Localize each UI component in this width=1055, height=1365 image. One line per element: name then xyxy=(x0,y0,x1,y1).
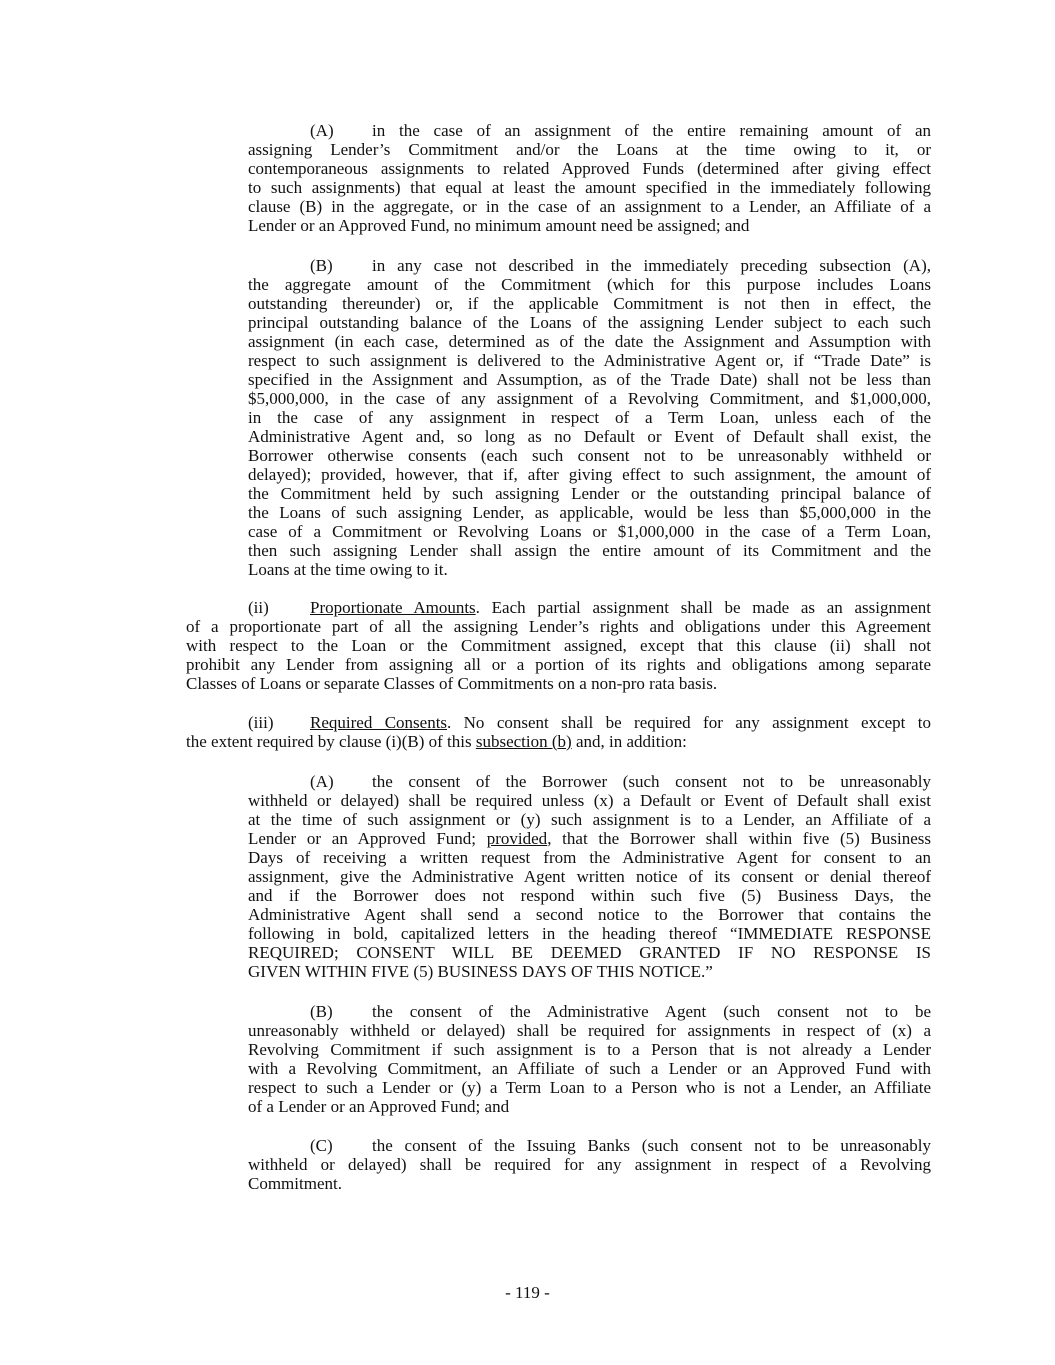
text-line xyxy=(248,962,931,981)
text-line xyxy=(248,294,931,313)
line-segment: the extent required by clause (i)(B) of this xyxy=(186,732,476,751)
text-line xyxy=(248,159,931,178)
text-line xyxy=(248,560,931,579)
text-line xyxy=(248,1021,931,1040)
text-line xyxy=(186,655,931,674)
text-line xyxy=(248,886,931,905)
text-line xyxy=(248,275,931,294)
text-line xyxy=(186,674,931,693)
line-text: Days of receiving a written request from the Administrative Agent for consent to an xyxy=(248,848,931,867)
text-line xyxy=(186,636,931,655)
text-line xyxy=(248,332,931,351)
text-line xyxy=(248,484,931,503)
line-text: assignment (in each case, determined as of the date the Assignment and Assumption with xyxy=(248,332,931,351)
line-text: with respect to the Loan or the Commitment assigned, except that this clause (ii) shall not xyxy=(186,636,931,655)
text-line xyxy=(248,408,931,427)
line-text: of a proportionate part of all the assigning Lender’s rights and obligations under this Agreement xyxy=(186,617,931,636)
line-text: Borrower otherwise consents (each such consent not to be unreasonably withheld or xyxy=(248,446,931,465)
clause-label: (B) xyxy=(310,1002,333,1021)
line-text: Loans at the time owing to it. xyxy=(248,560,448,579)
line-text: the Commitment held by such assigning Lender or the outstanding principal balance of xyxy=(248,484,931,503)
text-line xyxy=(248,522,931,541)
underlined-term: provided xyxy=(486,829,548,848)
line-text: prohibit any Lender from assigning all or a portion of its rights and obligations among separate xyxy=(186,655,931,674)
text-line xyxy=(248,370,931,389)
line-text: Revolving Commitment if such assignment is to a Person that is not already a Lender xyxy=(248,1040,931,1059)
text-line xyxy=(248,905,931,924)
clause-label: (iii) xyxy=(248,713,274,732)
text-line xyxy=(248,1174,931,1193)
line-segment: . Each partial assignment shall be made as an assignment xyxy=(475,598,931,617)
clause-paragraph xyxy=(248,256,931,579)
line-text: specified in the Assignment and Assumption, as of the Trade Date) shall not be less than xyxy=(248,370,931,389)
line-text: respect to such a Lender or (y) a Term Loan to a Person who is not a Lender, an Affiliate xyxy=(248,1078,931,1097)
text-line xyxy=(248,178,931,197)
clause-label: (ii) xyxy=(248,598,269,617)
text-line xyxy=(248,140,931,159)
text-line xyxy=(248,1078,931,1097)
text-line xyxy=(248,427,931,446)
line-text: delayed); provided, however, that if, after giving effect to such assignment, the amount of xyxy=(248,465,931,484)
line-text: the consent of the Administrative Agent (such consent not to be xyxy=(372,1002,931,1021)
text-line xyxy=(248,829,931,848)
line-text: the consent of the Borrower (such consent not to be unreasonably xyxy=(372,772,931,791)
text-line xyxy=(248,1059,931,1078)
text-line xyxy=(248,503,931,522)
clause-paragraph xyxy=(248,1002,931,1116)
line-segment: . No consent shall be required for any assignment except to xyxy=(447,713,931,732)
line-segment: Lender or an Approved Fund; xyxy=(248,829,487,848)
clause-paragraph xyxy=(248,772,931,981)
line-text: Lender or an Approved Fund, no minimum amount need be assigned; and xyxy=(248,216,750,235)
line-text: principal outstanding balance of the Loans of the assigning Lender subject to each such xyxy=(248,313,931,332)
line-text: contemporaneous assignments to related Approved Funds (determined after giving effect xyxy=(248,159,931,178)
line-text: respect to such assignment is delivered to the Administrative Agent or, if “Trade Date” is xyxy=(248,351,931,370)
text-line xyxy=(248,867,931,886)
line-text: assignment, give the Administrative Agent written notice of its consent or denial thereof xyxy=(248,867,931,886)
text-line xyxy=(248,1155,931,1174)
clause-paragraph xyxy=(248,1136,931,1193)
line-text: withheld or delayed) shall be required unless (x) a Default or Event of Default shall exist xyxy=(248,791,931,810)
text-line xyxy=(248,446,931,465)
text-line xyxy=(186,732,931,751)
text-line xyxy=(186,713,931,732)
line-segment: and, in addition: xyxy=(571,732,687,751)
text-line xyxy=(186,598,931,617)
line-text: of a Lender or an Approved Fund; and xyxy=(248,1097,510,1116)
text-line xyxy=(248,313,931,332)
text-line xyxy=(248,351,931,370)
text-line xyxy=(248,810,931,829)
underlined-term: Required Consents xyxy=(310,713,448,732)
line-text: Administrative Agent and, so long as no Default or Event of Default shall exist, the xyxy=(248,427,931,446)
underlined-term: Proportionate Amounts xyxy=(310,598,476,617)
clause-paragraph xyxy=(186,713,931,751)
line-text: with a Revolving Commitment, an Affiliate of such a Lender or an Approved Fund with xyxy=(248,1059,931,1078)
text-line xyxy=(248,1002,931,1021)
line-text: in the case of an assignment of the entire remaining amount of an xyxy=(372,121,931,140)
line-text: REQUIRED; CONSENT WILL BE DEEMED GRANTED IF NO RESPONSE IS xyxy=(248,943,931,962)
clause-paragraph xyxy=(248,121,931,235)
clause-label: (B) xyxy=(310,256,333,275)
text-line xyxy=(248,924,931,943)
line-text: assigning Lender’s Commitment and/or the Loans at the time owing to it, or xyxy=(248,140,931,159)
line-text: in the case of any assignment in respect of a Term Loan, unless each of the xyxy=(248,408,931,427)
text-line xyxy=(248,848,931,867)
line-text: at the time of such assignment or (y) such assignment is to a Lender, an Affiliate of a xyxy=(248,810,931,829)
line-text: to such assignments) that equal at least the amount specified in the immediately following xyxy=(248,178,931,197)
line-text: Classes of Loans or separate Classes of Commitments on a non-pro rata basis. xyxy=(186,674,718,693)
text-line xyxy=(248,943,931,962)
text-line xyxy=(248,121,931,140)
line-text: outstanding thereunder) or, if the applicable Commitment is not then in effect, the xyxy=(248,294,931,313)
text-line xyxy=(248,772,931,791)
line-text: Commitment. xyxy=(248,1174,342,1193)
text-line xyxy=(248,1097,931,1116)
clause-label: (A) xyxy=(310,121,334,140)
line-text: unreasonably withheld or delayed) shall be required for assignments in respect of (x) a xyxy=(248,1021,931,1040)
line-segment: , that the Borrower shall within five (5) Business xyxy=(547,829,931,848)
page-number: - 119 - xyxy=(505,1283,550,1302)
line-text: case of a Commitment or Revolving Loans or $1,000,000 in the case of a Term Loan, xyxy=(248,522,931,541)
text-line xyxy=(248,256,931,275)
text-line xyxy=(248,465,931,484)
text-line xyxy=(248,541,931,560)
text-line xyxy=(248,216,931,235)
line-text: clause (B) in the aggregate, or in the case of an assignment to a Lender, an Affiliate of a xyxy=(248,197,931,216)
text-line xyxy=(248,791,931,810)
line-text: in any case not described in the immediately preceding subsection (A), xyxy=(372,256,931,275)
clause-paragraph xyxy=(186,598,931,693)
clause-label: (A) xyxy=(310,772,334,791)
text-line xyxy=(186,617,931,636)
text-line xyxy=(248,1136,931,1155)
line-text: following in bold, capitalized letters in the heading thereof “IMMEDIATE RESPONSE xyxy=(248,924,931,943)
text-line xyxy=(248,1040,931,1059)
line-text: $5,000,000, in the case of any assignment of a Revolving Commitment, and $1,000,000, xyxy=(248,389,931,408)
line-text: Administrative Agent shall send a second notice to the Borrower that contains the xyxy=(248,905,931,924)
line-text: the Loans of such assigning Lender, as applicable, would be less than $5,000,000 in the xyxy=(248,503,931,522)
underlined-term: subsection (b) xyxy=(475,732,572,751)
line-text: the consent of the Issuing Banks (such consent not to be unreasonably xyxy=(372,1136,931,1155)
line-text: and if the Borrower does not respond within such five (5) Business Days, the xyxy=(248,886,931,905)
line-text: the aggregate amount of the Commitment (which for this purpose includes Loans xyxy=(248,275,931,294)
line-text: then such assigning Lender shall assign the entire amount of its Commitment and the xyxy=(248,541,931,560)
line-text: withheld or delayed) shall be required for any assignment in respect of a Revolving xyxy=(248,1155,931,1174)
text-line xyxy=(248,197,931,216)
text-line xyxy=(248,389,931,408)
line-text: GIVEN WITHIN FIVE (5) BUSINESS DAYS OF THIS NOTICE.” xyxy=(248,962,713,981)
clause-label: (C) xyxy=(310,1136,333,1155)
